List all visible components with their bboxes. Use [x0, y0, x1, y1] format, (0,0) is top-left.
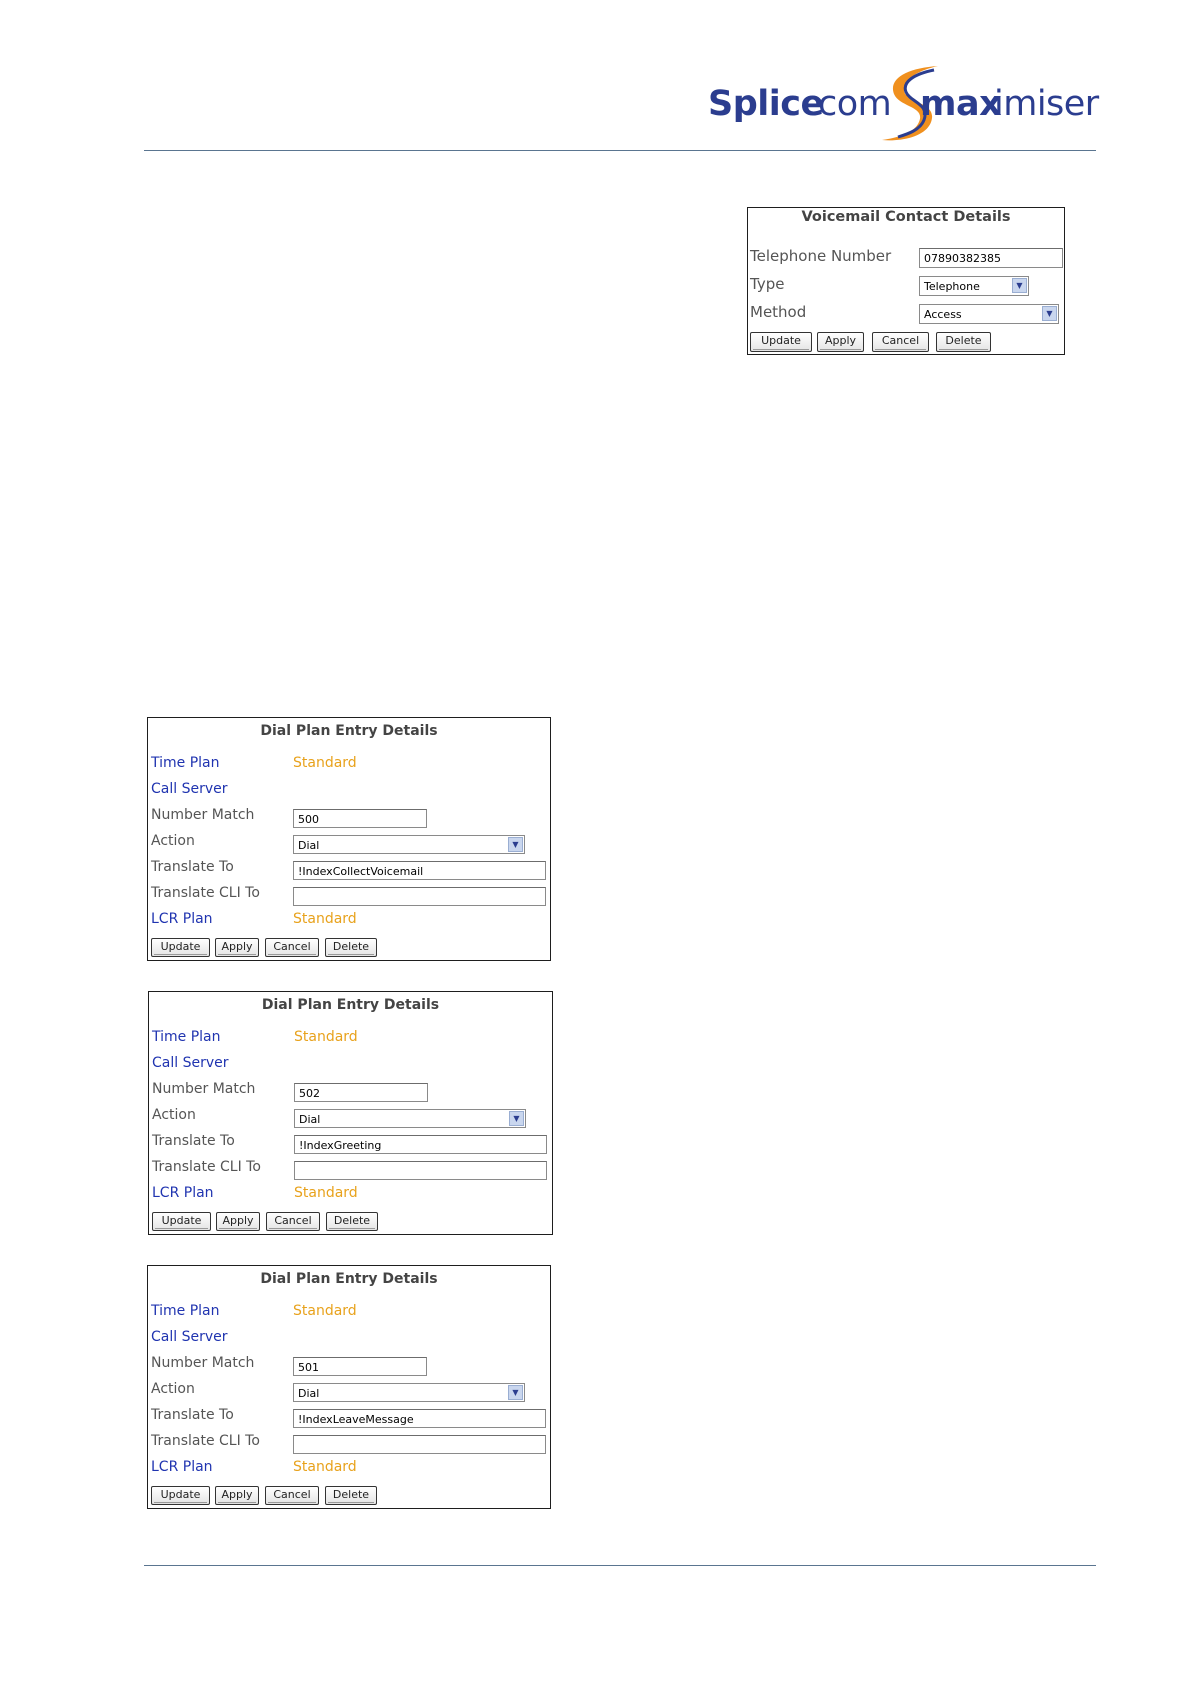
number-match-label: Number Match: [151, 807, 255, 823]
time-plan-link[interactable]: Time Plan: [152, 1029, 221, 1045]
panel-title: Dial Plan Entry Details: [260, 1271, 438, 1287]
call-server-link[interactable]: Call Server: [151, 781, 228, 797]
action-select[interactable]: [293, 1383, 525, 1402]
cancel-button[interactable]: Cancel: [265, 938, 319, 957]
time-plan-value: Standard: [294, 1029, 358, 1045]
update-button[interactable]: Update: [152, 1212, 211, 1231]
number-match-input[interactable]: 500: [293, 809, 427, 828]
logo-word-com: com: [818, 84, 892, 124]
action-label: Action: [152, 1107, 196, 1123]
dial-plan-panel-502: [148, 991, 553, 1235]
translate-cli-input[interactable]: [293, 887, 546, 906]
time-plan-value: Standard: [293, 755, 357, 771]
panel-title: Voicemail Contact Details: [801, 209, 1011, 225]
apply-button[interactable]: Apply: [215, 1486, 259, 1505]
type-select[interactable]: [919, 276, 1029, 296]
number-match-label: Number Match: [151, 1355, 255, 1371]
translate-cli-input[interactable]: [293, 1435, 546, 1454]
header-divider: [144, 150, 1096, 151]
logo-word-imiser: imiser: [994, 84, 1099, 124]
update-button[interactable]: Update: [151, 938, 210, 957]
apply-button[interactable]: Apply: [215, 938, 259, 957]
translate-to-input[interactable]: !IndexCollectVoicemail: [293, 861, 546, 880]
number-match-label: Number Match: [152, 1081, 256, 1097]
panel-title: Dial Plan Entry Details: [261, 997, 440, 1013]
translate-cli-input[interactable]: [294, 1161, 547, 1180]
time-plan-link[interactable]: Time Plan: [151, 755, 220, 771]
lcr-plan-value: Standard: [293, 1459, 357, 1475]
action-label: Action: [151, 1381, 195, 1397]
splicecom-maximiser-logo: [708, 62, 1099, 144]
method-label: Method: [750, 303, 807, 321]
delete-button[interactable]: Delete: [936, 332, 991, 352]
action-select-value: Dial: [298, 1387, 320, 1400]
type-label: Type: [750, 275, 785, 293]
voicemail-contact-panel: [747, 207, 1065, 355]
delete-button[interactable]: Delete: [325, 938, 377, 957]
update-button[interactable]: Update: [151, 1486, 210, 1505]
number-match-input[interactable]: 501: [293, 1357, 427, 1376]
cancel-button[interactable]: Cancel: [266, 1212, 320, 1231]
apply-button[interactable]: Apply: [817, 332, 864, 352]
call-server-link[interactable]: Call Server: [152, 1055, 229, 1071]
method-select-value: Access: [924, 308, 962, 321]
method-select[interactable]: [919, 304, 1059, 324]
chevron-down-icon[interactable]: ▼: [509, 1111, 524, 1126]
action-select[interactable]: [294, 1109, 526, 1128]
translate-to-input[interactable]: !IndexGreeting: [294, 1135, 547, 1154]
dial-plan-panel-501: [147, 1265, 551, 1509]
chevron-down-icon[interactable]: ▼: [1042, 306, 1057, 321]
telephone-number-input[interactable]: 07890382385: [919, 248, 1063, 268]
action-select-value: Dial: [299, 1113, 321, 1126]
lcr-plan-link[interactable]: LCR Plan: [151, 911, 213, 927]
logo-word-splice: Splice: [708, 84, 824, 124]
time-plan-link[interactable]: Time Plan: [151, 1303, 220, 1319]
action-select-value: Dial: [298, 839, 320, 852]
dial-plan-panel-500: [147, 717, 551, 961]
lcr-plan-link[interactable]: LCR Plan: [152, 1185, 214, 1201]
time-plan-value: Standard: [293, 1303, 357, 1319]
number-match-input[interactable]: 502: [294, 1083, 428, 1102]
translate-to-input[interactable]: !IndexLeaveMessage: [293, 1409, 546, 1428]
delete-button[interactable]: Delete: [326, 1212, 378, 1231]
chevron-down-icon[interactable]: ▼: [1012, 278, 1027, 293]
action-label: Action: [151, 833, 195, 849]
translate-cli-label: Translate CLI To: [151, 1433, 260, 1449]
apply-button[interactable]: Apply: [216, 1212, 260, 1231]
translate-to-label: Translate To: [151, 1407, 234, 1423]
lcr-plan-value: Standard: [293, 911, 357, 927]
delete-button[interactable]: Delete: [325, 1486, 377, 1505]
chevron-down-icon[interactable]: ▼: [508, 837, 523, 852]
call-server-link[interactable]: Call Server: [151, 1329, 228, 1345]
cancel-button[interactable]: Cancel: [872, 332, 929, 352]
lcr-plan-value: Standard: [294, 1185, 358, 1201]
translate-cli-label: Translate CLI To: [152, 1159, 261, 1175]
translate-to-label: Translate To: [152, 1133, 235, 1149]
translate-to-label: Translate To: [151, 859, 234, 875]
update-button[interactable]: Update: [750, 332, 812, 352]
cancel-button[interactable]: Cancel: [265, 1486, 319, 1505]
action-select[interactable]: [293, 835, 525, 854]
footer-divider: [144, 1565, 1096, 1566]
translate-cli-label: Translate CLI To: [151, 885, 260, 901]
type-select-value: Telephone: [924, 280, 980, 293]
panel-title: Dial Plan Entry Details: [260, 723, 438, 739]
telephone-number-label: Telephone Number: [750, 247, 892, 265]
lcr-plan-link[interactable]: LCR Plan: [151, 1459, 213, 1475]
chevron-down-icon[interactable]: ▼: [508, 1385, 523, 1400]
logo-word-max: max: [920, 84, 1002, 124]
